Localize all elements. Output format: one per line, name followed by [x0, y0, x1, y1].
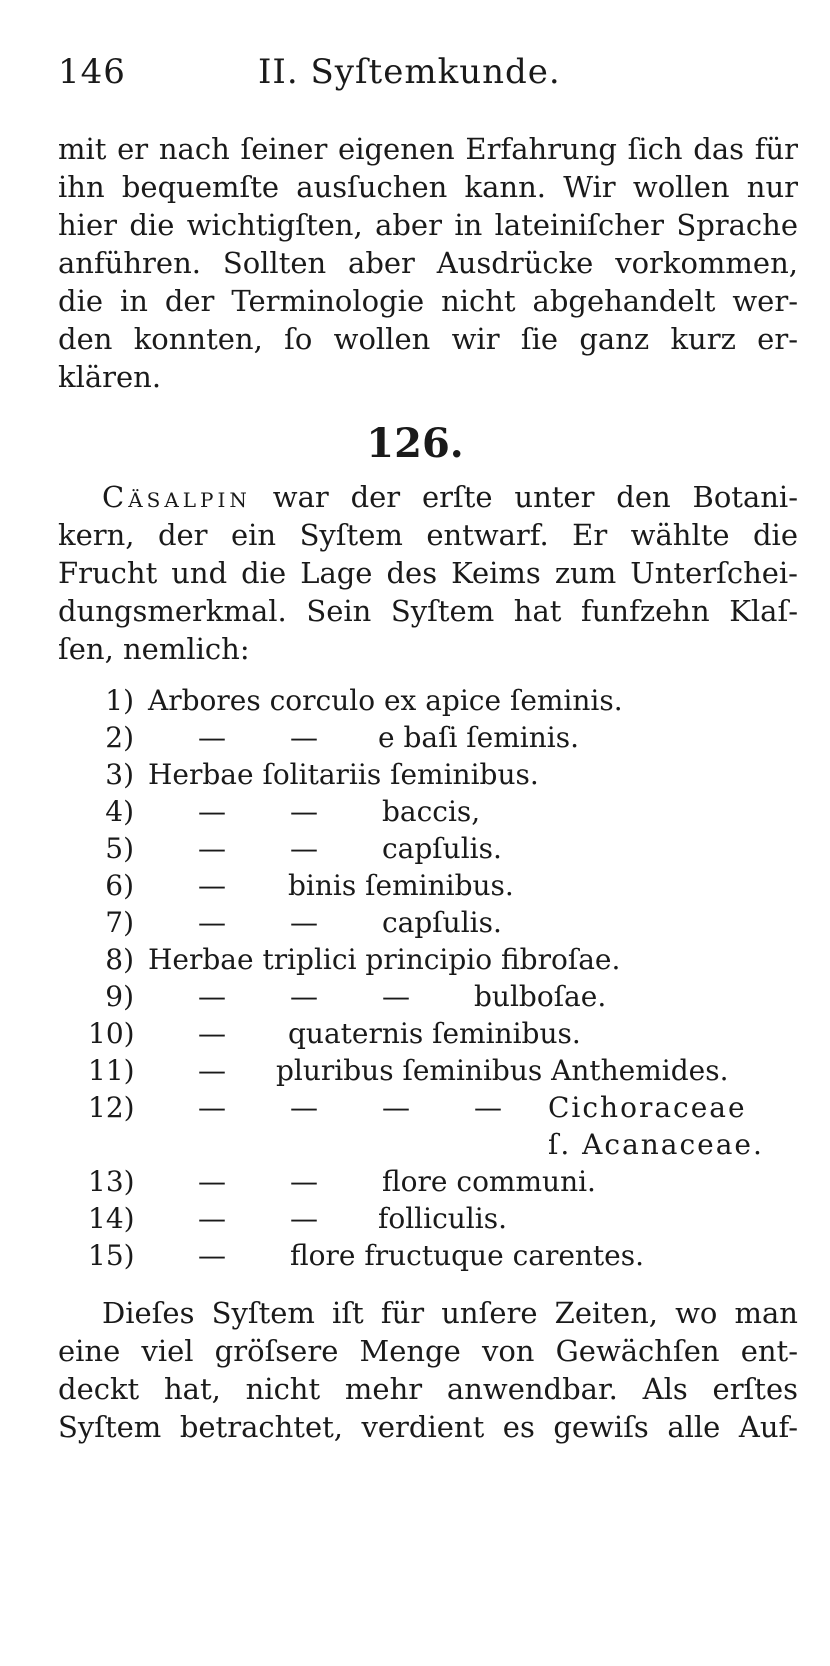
text-line: eine viel gröſsere Menge von Gewächſen ent- — [58, 1334, 798, 1368]
text-line: ſen, nemlich: — [58, 632, 250, 666]
class-number: 14) — [88, 1202, 135, 1235]
class-text: quaternis ſeminibus. — [288, 1017, 581, 1050]
ditto-dash: — — [382, 980, 410, 1013]
text-line: deckt hat, nicht mehr anwendbar. Als erſtes — [58, 1372, 798, 1406]
class-text: flore communi. — [382, 1165, 596, 1198]
ditto-dash: — — [198, 1239, 226, 1272]
ditto-dash: — — [198, 869, 226, 902]
class-number: 8) — [105, 943, 134, 976]
ditto-dash: — — [290, 1165, 318, 1198]
caesalpin-paragraph — [58, 478, 798, 668]
class-text: pluribus ſeminibus Anthemides. — [276, 1054, 729, 1087]
ditto-dash: — — [474, 1091, 502, 1124]
text-line: Dieſes Syſtem iſt für unſere Zeiten, wo man — [102, 1296, 798, 1330]
class-number: 2) — [105, 721, 134, 754]
text-line: Frucht und die Lage des Keims zum Unterſchei- — [58, 556, 798, 590]
running-header — [58, 52, 778, 102]
class-text: folliculis. — [378, 1202, 507, 1235]
text-line: dungsmerkmal. Sein Syſtem hat funfzehn Klaſ- — [58, 594, 798, 628]
class-text: baccis, — [382, 795, 481, 828]
class-number: 12) — [88, 1091, 135, 1124]
text-line: mit er nach ſeiner eigenen Erfahrung ſich das für — [58, 132, 798, 166]
class-number: 9) — [105, 980, 134, 1013]
text-line: ihn bequemſte ausſuchen kann. Wir wollen nur — [58, 170, 798, 204]
ditto-dash: — — [198, 906, 226, 939]
ditto-dash: — — [290, 721, 318, 754]
ditto-dash: — — [382, 1091, 410, 1124]
ditto-dash: — — [290, 980, 318, 1013]
page-number: 146 — [58, 52, 126, 92]
class-text: bulboſae. — [474, 980, 607, 1013]
class-number: 11) — [88, 1054, 135, 1087]
running-title: II. Syſtemkunde. — [258, 52, 561, 92]
ditto-dash: — — [290, 1091, 318, 1124]
text-fragment: war der erſte unter den Botani- — [272, 480, 798, 514]
ditto-dash: — — [198, 980, 226, 1013]
ditto-dash: — — [198, 832, 226, 865]
ditto-dash: — — [198, 1017, 226, 1050]
class-number: 15) — [88, 1239, 135, 1272]
text-line: Syſtem betrachtet, verdient es gewiſs alle Auf- — [58, 1410, 798, 1444]
class-text: ſ. Acanaceae. — [548, 1128, 764, 1161]
class-number: 5) — [105, 832, 134, 865]
text-line — [58, 478, 798, 516]
ditto-dash: — — [198, 795, 226, 828]
class-number: 13) — [88, 1165, 135, 1198]
closing-paragraph — [58, 1294, 798, 1446]
class-text: Arbores corculo ex apice ſeminis. — [148, 684, 623, 717]
class-text: flore fructuque carentes. — [290, 1239, 645, 1272]
class-text: capſulis. — [382, 832, 502, 865]
ditto-dash: — — [198, 1165, 226, 1198]
text-line: kern, der ein Syſtem entwarf. Er wählte die — [58, 518, 798, 552]
ditto-dash: — — [198, 1091, 226, 1124]
text-line: hier die wichtigſten, aber in lateiniſcher Sprache — [58, 208, 798, 242]
ditto-dash: — — [290, 832, 318, 865]
class-number: 4) — [105, 795, 134, 828]
intro-paragraph — [58, 130, 798, 396]
text-line: die in der Terminologie nicht abgehandelt wer- — [58, 284, 798, 318]
class-text: capſulis. — [382, 906, 502, 939]
ditto-dash: — — [198, 1054, 226, 1087]
ditto-dash: — — [290, 795, 318, 828]
class-text: binis ſeminibus. — [288, 869, 514, 902]
class-text: Cichoraceae — [548, 1091, 747, 1124]
class-number: 1) — [105, 684, 134, 717]
class-text: e baſi ſeminis. — [378, 721, 580, 754]
text-line: klären. — [58, 360, 162, 394]
text-line: anführen. Sollten aber Ausdrücke vorkommen, — [58, 246, 798, 280]
class-number: 3) — [105, 758, 134, 791]
section-number: 126. — [366, 420, 464, 467]
author-name: Cäsalpin — [102, 480, 251, 514]
class-number: 6) — [105, 869, 134, 902]
ditto-dash: — — [198, 721, 226, 754]
class-number: 7) — [105, 906, 134, 939]
text-line: den konnten, ſo wollen wir ſie ganz kurz er- — [58, 322, 798, 356]
ditto-dash: — — [290, 1202, 318, 1235]
ditto-dash: — — [198, 1202, 226, 1235]
class-text: Herbae triplici principio fibroſae. — [148, 943, 621, 976]
class-text: Herbae ſolitariis ſeminibus. — [148, 758, 539, 791]
class-number: 10) — [88, 1017, 135, 1050]
ditto-dash: — — [290, 906, 318, 939]
